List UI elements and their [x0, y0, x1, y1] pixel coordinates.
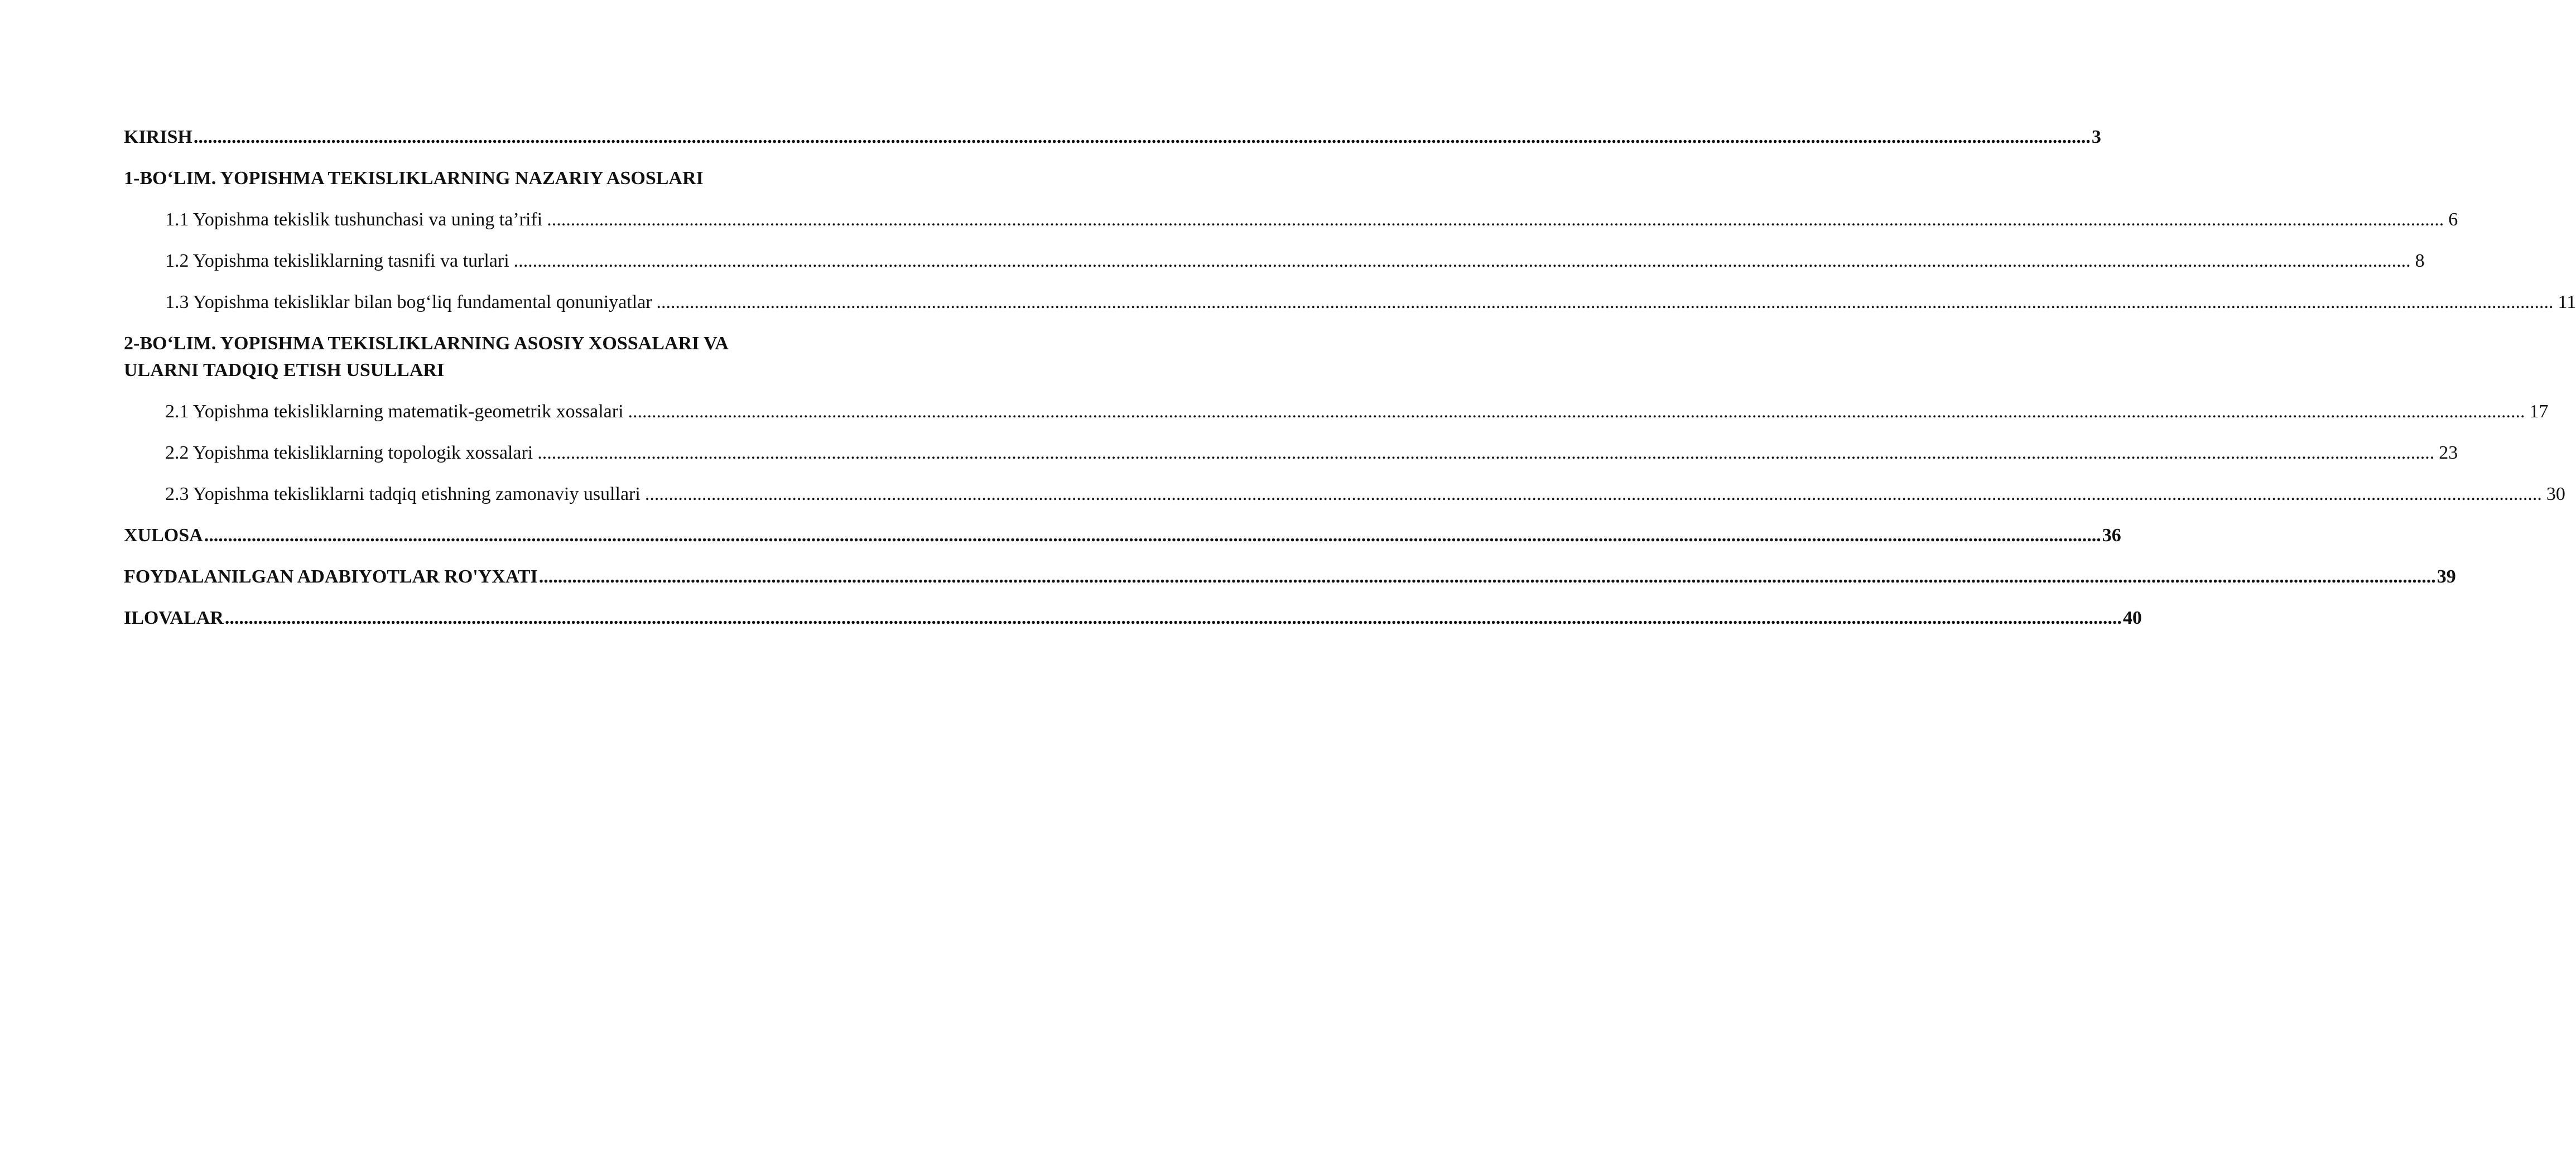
toc-entry-label: XULOSA	[124, 525, 203, 546]
toc-entry-label: 1.2 Yopishma tekisliklarning tasnifi va turlari	[165, 251, 509, 271]
table-of-contents	[124, 124, 2576, 632]
toc-entry-label: FOYDALANILGAN ADABIYOTLAR RO'YXATI	[124, 566, 538, 587]
toc-entry-label: 1.3 Yopishma tekisliklar bilan bog‘liq fundamental qonuniyatlar	[165, 292, 652, 312]
dot-leader: ................................................................................................................................................................................................................................................................................................................................................................................................................	[193, 127, 2091, 147]
dot-leader: ................................................................................................................................................................................................................................................................................................................................................................................................................	[537, 442, 2435, 463]
toc-entry-2-2	[165, 440, 2458, 466]
dot-leader: ................................................................................................................................................................................................................................................................................................................................................................................................................	[538, 566, 2436, 587]
dot-leader: ................................................................................................................................................................................................................................................................................................................................................................................................................	[628, 401, 2525, 422]
toc-page-number: 17	[2529, 401, 2549, 422]
toc-entry-references	[124, 564, 2456, 590]
toc-page-number: 8	[2415, 251, 2425, 271]
toc-entry-label: 2.3 Yopishma tekisliklarni tadqiq etishning zamonaviy usullari	[165, 484, 641, 504]
dot-leader: ................................................................................................................................................................................................................................................................................................................................................................................................................	[547, 209, 2444, 230]
section-2-heading-line-2: ULARNI TADQIQ ETISH USULLARI	[124, 360, 445, 381]
toc-entry-label: ILOVALAR	[124, 608, 224, 628]
dot-leader: ................................................................................................................................................................................................................................................................................................................................................................................................................	[644, 484, 2542, 504]
toc-entry-1-3	[165, 289, 2576, 316]
toc-entry-appendices	[124, 605, 2142, 632]
toc-entry-conclusion	[124, 522, 2121, 549]
toc-entry-2-1	[165, 398, 2549, 425]
toc-entry-2-3	[165, 481, 2565, 508]
toc-page-number: 40	[2122, 608, 2142, 628]
toc-page-number: 36	[2102, 525, 2121, 546]
dot-leader: ................................................................................................................................................................................................................................................................................................................................................................................................................	[513, 251, 2411, 271]
toc-entry-label: KIRISH	[124, 127, 192, 147]
toc-entry-1-2	[165, 248, 2425, 275]
section-2-heading	[124, 330, 809, 384]
toc-page-number: 39	[2437, 566, 2456, 587]
dot-leader: ................................................................................................................................................................................................................................................................................................................................................................................................................	[204, 525, 2101, 546]
toc-entry-label: 2.1 Yopishma tekisliklarning matematik-geometrik xossalari	[165, 401, 624, 422]
toc-page-number: 30	[2546, 484, 2565, 504]
toc-entry-label: 2.2 Yopishma tekisliklarning topologik xossalari	[165, 442, 533, 463]
toc-entry-intro	[124, 124, 2101, 151]
dot-leader: ................................................................................................................................................................................................................................................................................................................................................................................................................	[656, 292, 2554, 312]
toc-entry-1-1	[165, 206, 2458, 233]
section-1-heading: 1-BO‘LIM. YOPISHMA TEKISLIKLARNING NAZARIY ASOSLARI	[124, 168, 704, 189]
toc-page-number: 6	[2448, 209, 2458, 230]
dot-leader: ................................................................................................................................................................................................................................................................................................................................................................................................................	[224, 608, 2122, 628]
section-2-heading-line-1: 2-BO‘LIM. YOPISHMA TEKISLIKLARNING ASOSIY XOSSALARI VA	[124, 333, 729, 354]
toc-page-number: 3	[2091, 127, 2101, 147]
toc-page-number: 23	[2439, 442, 2458, 463]
toc-page-number: 11	[2558, 292, 2576, 312]
toc-entry-label: 1.1 Yopishma tekislik tushunchasi va uning ta’rifi	[165, 209, 543, 230]
